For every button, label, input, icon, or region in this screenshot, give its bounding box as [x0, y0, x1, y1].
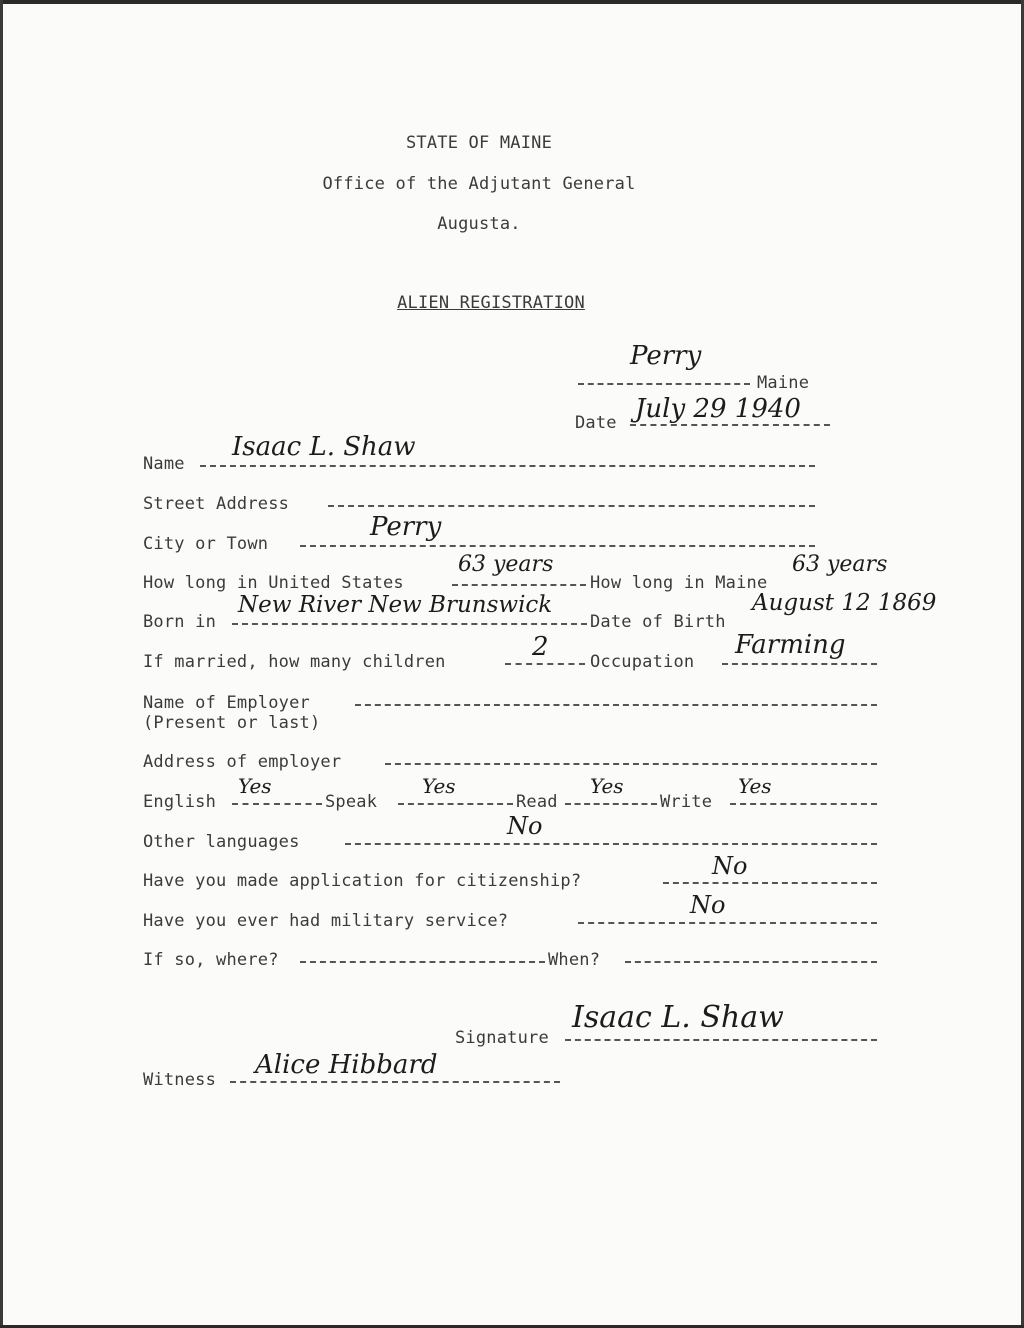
other-languages-value: No [507, 812, 543, 840]
date-value: July 29 1940 [635, 394, 801, 424]
name-label: Name [143, 454, 185, 474]
maine-years-value: 63 years [792, 552, 888, 577]
street-label: Street Address [143, 494, 290, 514]
read-value: Yes [590, 774, 624, 798]
other-languages-line [345, 843, 877, 845]
born-label: Born in [143, 612, 217, 632]
children-line [505, 663, 585, 665]
when-line [625, 961, 877, 963]
citizenship-label: Have you made application for citizenship? [143, 871, 582, 891]
place-value: Perry [630, 341, 702, 371]
form-title: ALIEN REGISTRATION [397, 293, 585, 313]
employer-address-line [385, 763, 877, 765]
citizenship-value: No [712, 852, 748, 880]
employer-label: Name of Employer [143, 693, 310, 713]
city-label: City or Town [143, 534, 269, 554]
employer-sublabel: (Present or last) [143, 713, 321, 733]
witness-line [230, 1081, 560, 1083]
city-value: Perry [370, 512, 442, 542]
military-label: Have you ever had military service? [143, 911, 509, 931]
header-office: Office of the Adjutant General [322, 174, 636, 194]
citizenship-line [663, 882, 877, 884]
birth-date-value: August 12 1869 [752, 590, 937, 616]
military-value: No [690, 891, 726, 919]
header-city: Augusta. [437, 214, 521, 234]
read-line [565, 803, 657, 805]
children-value: 2 [532, 632, 549, 662]
header-state: STATE OF MAINE [405, 133, 553, 153]
city-line [300, 545, 815, 547]
birth-date-label: Date of Birth [590, 612, 726, 632]
signature-line [565, 1039, 877, 1041]
born-value: New River New Brunswick [238, 592, 553, 618]
date-line [630, 424, 830, 426]
write-label: Write [660, 792, 713, 812]
witness-label: Witness [143, 1070, 217, 1090]
read-label: Read [516, 792, 558, 812]
when-label: When? [548, 950, 601, 970]
where-label: If so, where? [143, 950, 279, 970]
employer-address-label: Address of employer [143, 752, 342, 772]
witness-value: Alice Hibbard [255, 1050, 438, 1080]
scan-edge-top [0, 0, 1024, 4]
speak-label: Speak [325, 792, 378, 812]
place-suffix: Maine [757, 373, 810, 393]
other-languages-label: Other languages [143, 832, 300, 852]
name-value: Isaac L. Shaw [232, 432, 416, 462]
employer-line [355, 704, 877, 706]
scan-edge-left [0, 0, 3, 1328]
english-label: English [143, 792, 217, 812]
us-years-line [452, 584, 586, 586]
occupation-label: Occupation [590, 652, 695, 672]
born-line [232, 623, 587, 625]
english-value: Yes [238, 774, 272, 798]
english-line [232, 803, 322, 805]
where-line [300, 961, 545, 963]
signature-value: Isaac L. Shaw [572, 1000, 784, 1035]
speak-value: Yes [422, 774, 456, 798]
date-label: Date [575, 413, 617, 433]
write-line [730, 803, 877, 805]
write-value: Yes [738, 774, 772, 798]
signature-label: Signature [455, 1028, 549, 1048]
children-label: If married, how many children [143, 652, 446, 672]
occupation-value: Farming [735, 630, 846, 660]
occupation-line [722, 663, 877, 665]
name-line [200, 465, 815, 467]
place-line [578, 383, 750, 385]
speak-line [398, 803, 513, 805]
us-years-label: How long in United States [143, 573, 404, 593]
maine-years-label: How long in Maine [590, 573, 768, 593]
military-line [578, 922, 877, 924]
us-years-value: 63 years [458, 552, 554, 577]
street-line [328, 505, 815, 507]
